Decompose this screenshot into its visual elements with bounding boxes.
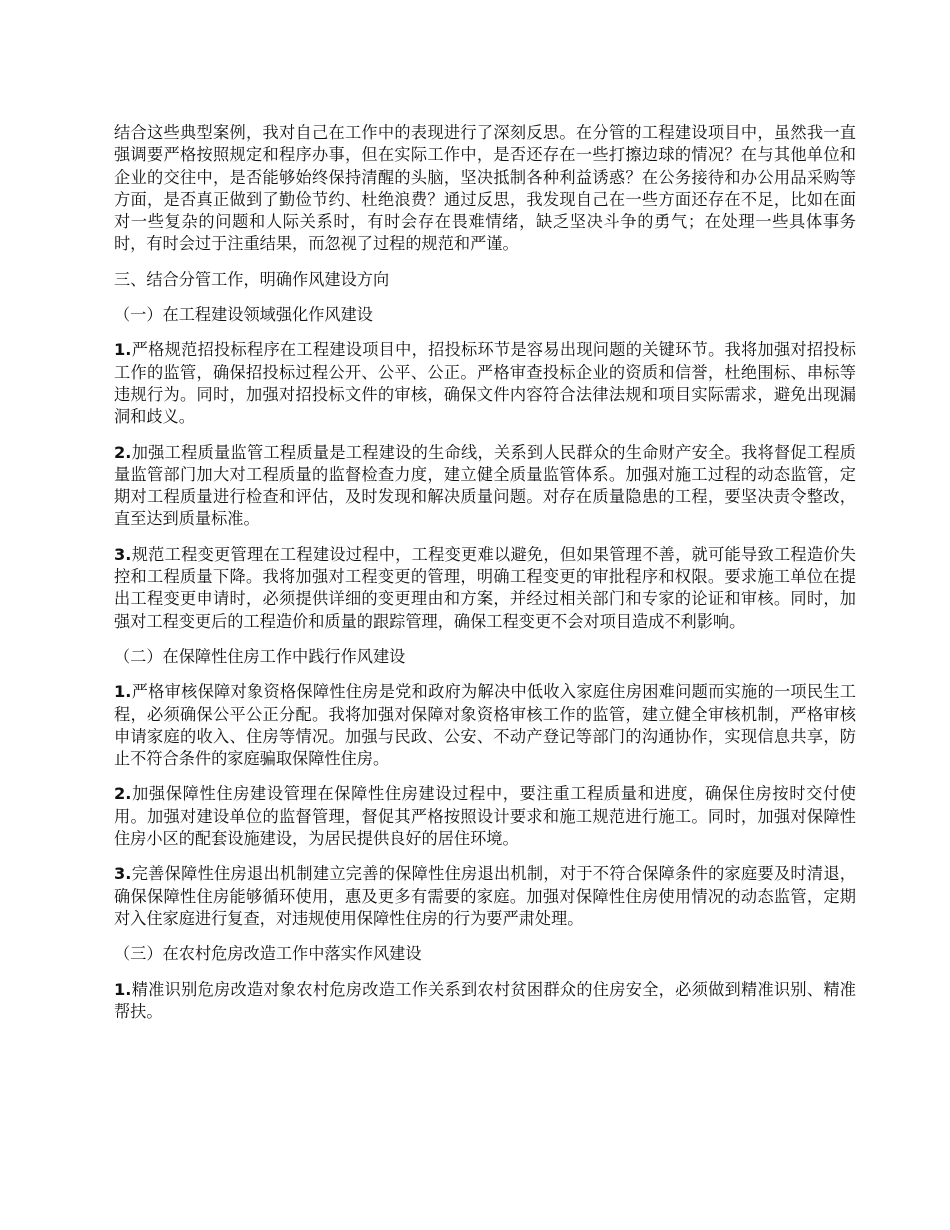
item-text: 精准识别危房改造对象农村危房改造工作关系到农村贫困群众的住房安全，必须做到精准识别、精准帮扶。 xyxy=(114,979,856,1021)
item-text: 严格审核保障对象资格保障性住房是党和政府为解决中低收入家庭住房困难问题而实施的一项民生工程，必须确保公平公正分配。我将加强对保障对象资格审核工作的监管，建立健全审核机制，严格审核申请家庭的收入、住房等情况。加强与民政、公安、不动产登记等部门的沟通协作，实现信息共享，防止不符合条件的家庭骗取保障性住房。 xyxy=(114,682,856,769)
subsection-heading-2: （二）在保障性住房工作中践行作风建设 xyxy=(114,646,406,666)
item-number: 1. xyxy=(114,979,132,999)
list-item xyxy=(114,442,856,531)
item-text: 加强工程质量监管工程质量是工程建设的生命线，关系到人民群众的生命财产安全。我将督促工程质量监管部门加大对工程质量的监督检查力度，建立健全质量监管体系。加强对施工过程的动态监管，定期对工程质量进行检查和评估，及时发现和解决质量问题。对存在质量隐患的工程，要坚决责令整改，直至达到质量标准。 xyxy=(114,442,856,529)
item-text: 规范工程变更管理在工程建设过程中，工程变更难以避免，但如果管理不善，就可能导致工程造价失控和工程质量下降。我将加强对工程变更的管理，明确工程变更的审批程序和权限。要求施工单位在提出工程变更申请时，必须提供详细的变更理由和方案，并经过相关部门和专家的论证和审核。同时，加强对工程变更后的工程造价和质量的跟踪管理，确保工程变更不会对项目造成不利影响。 xyxy=(114,544,856,631)
list-item xyxy=(114,863,856,930)
item-text: 加强保障性住房建设管理在保障性住房建设过程中，要注重工程质量和进度，确保住房按时交付使用。加强对建设单位的监督管理，督促其严格按照设计要求和施工规范进行施工。同时，加强对保障性住房小区的配套设施建设，为居民提供良好的居住环境。 xyxy=(114,784,856,849)
document-body xyxy=(114,122,856,1036)
item-number: 2. xyxy=(114,784,132,804)
intro-paragraph: 结合这些典型案例，我对自己在工作中的表现进行了深刻反思。在分管的工程建设项目中，虽然我一直强调要严格按照规定和程序办事，但在实际工作中，是否还存在一些打擦边球的情况？在与其他单位和企业的交往中，是否能够始终保持清醒的头脑，坚决抵制各种利益诱惑？在公务接待和办公用品采购等方面，是否真正做到了勤俭节约、杜绝浪费？通过反思，我发现自己在一些方面还存在不足，比如在面对一些复杂的问题和人际关系时，有时会存在畏难情绪，缺乏坚决斗争的勇气；在处理一些具体事务时，有时会过于注重结果，而忽视了过程的规范和严谨。 xyxy=(114,123,856,254)
subsection-heading-1: （一）在工程建设领域强化作风建设 xyxy=(114,305,373,325)
list-item xyxy=(114,783,856,850)
list-item xyxy=(114,339,856,428)
subsection-heading-3: （三）在农村危房改造工作中落实作风建设 xyxy=(114,944,422,964)
section-heading: 三、结合分管工作，明确作风建设方向 xyxy=(114,269,390,289)
item-number: 3. xyxy=(114,544,132,564)
item-number: 2. xyxy=(114,442,132,462)
item-text: 严格规范招投标程序在工程建设项目中，招投标环节是容易出现问题的关键环节。我将加强对招投标工作的监管，确保招投标过程公开、公平、公正。严格审查投标企业的资质和信誉，杜绝围标、串标等违规行为。同时，加强对招投标文件的审核，确保文件内容符合法律法规和项目实际需求，避免出现漏洞和歧义。 xyxy=(114,340,856,427)
list-item xyxy=(114,979,856,1024)
item-number: 3. xyxy=(114,864,132,884)
item-text: 完善保障性住房退出机制建立完善的保障性住房退出机制，对于不符合保障条件的家庭要及时清退，确保保障性住房能够循环使用，惠及更多有需要的家庭。加强对保障性住房使用情况的动态监管，定期对入住家庭进行复查，对违规使用保障性住房的行为要严肃处理。 xyxy=(114,864,856,928)
list-item xyxy=(114,544,856,633)
item-number: 1. xyxy=(114,340,132,360)
list-item xyxy=(114,681,856,770)
item-number: 1. xyxy=(114,682,132,702)
